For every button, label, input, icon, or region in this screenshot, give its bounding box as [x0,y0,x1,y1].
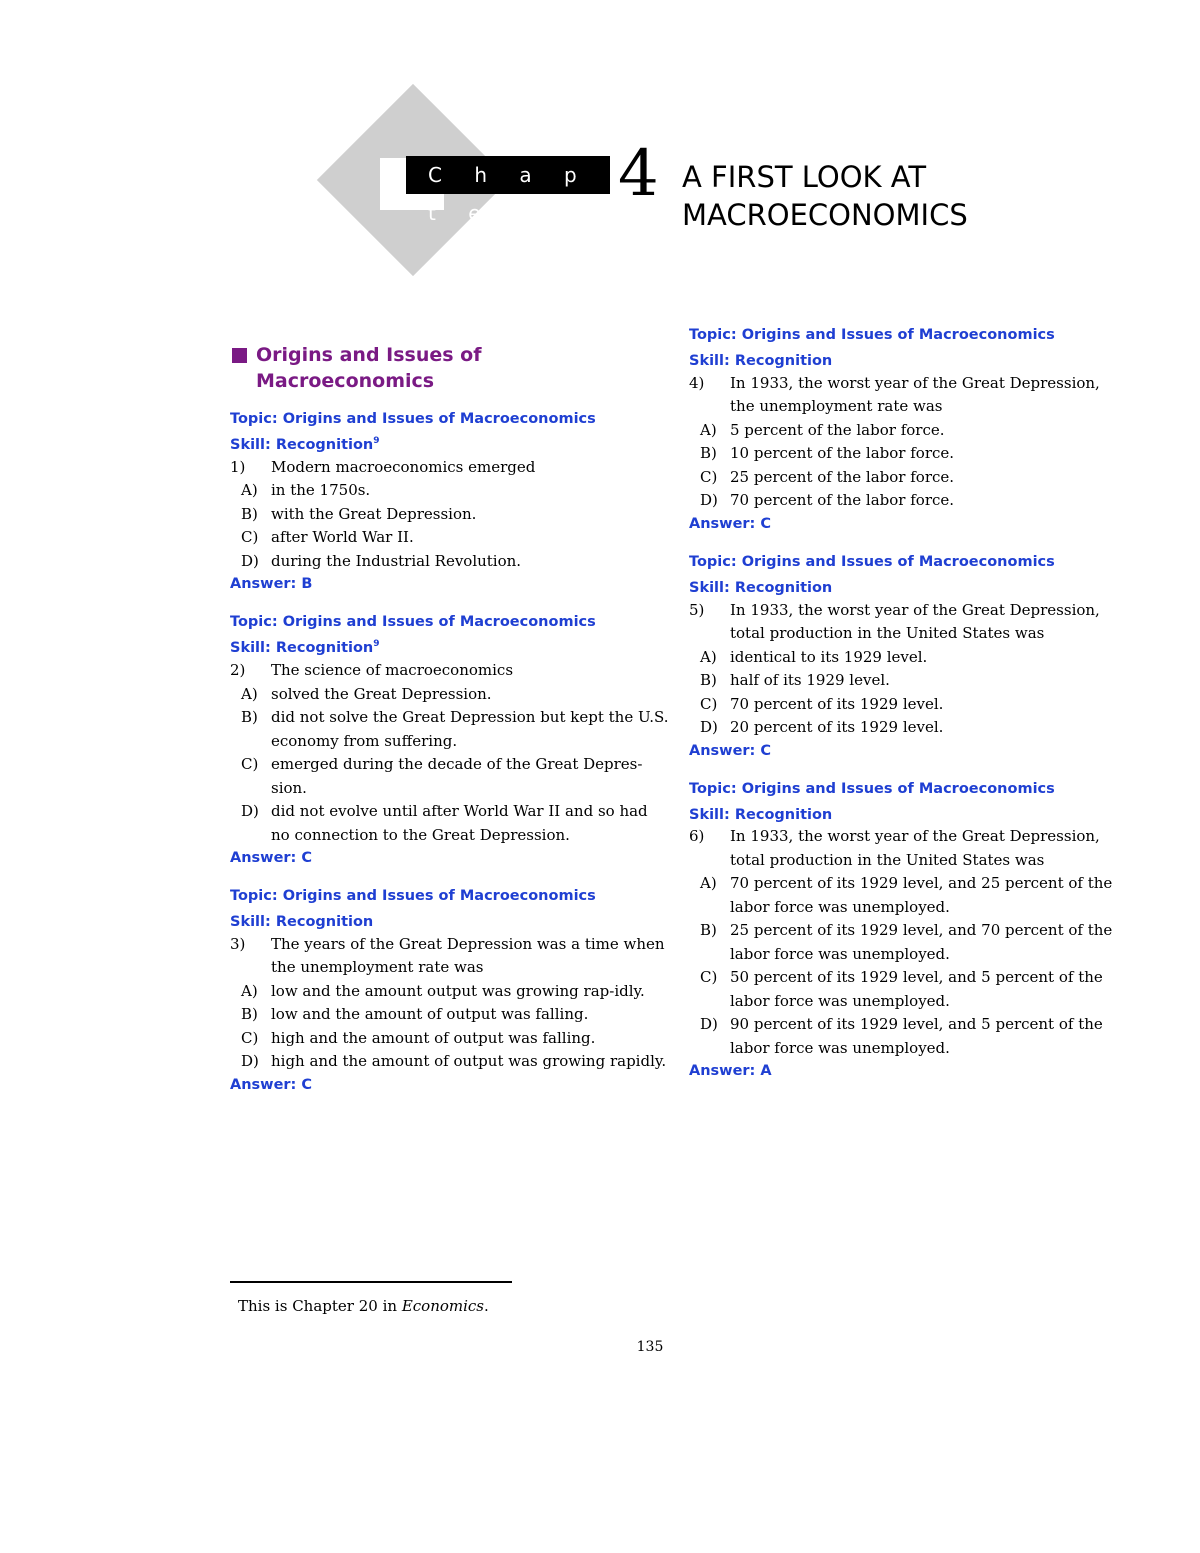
option-text: 70 percent of the labor force. [730,491,955,510]
option-label: C) [700,694,718,713]
left-column [230,342,670,1112]
chapter-title-line1: A FIRST LOOK AT [682,160,927,194]
option-text: identical to its 1929 level. [730,647,928,666]
option-text: solved the Great Depression. [271,684,492,703]
option-label: D) [241,1052,259,1071]
answer-option [230,479,670,503]
question-number: 3) [230,934,246,953]
question-number: 6) [689,827,705,846]
answer-option [230,753,670,800]
answer-option [689,466,1129,490]
question-skill-line [230,430,670,456]
option-text: after World War II. [271,528,414,547]
answer-option [689,442,1129,466]
chapter-title [682,158,968,234]
chapter-number: 4 [618,137,659,211]
option-label: D) [241,551,259,570]
answer-option [230,1050,670,1074]
option-label: D) [700,491,718,510]
option-label: A) [700,420,717,439]
option-text: did not solve the Great Depression but kept the U.S. economy from suffering. [271,708,669,750]
page-number: 135 [636,1339,664,1355]
question-skill: Skill: Recognition [689,352,833,369]
option-label: D) [700,718,718,737]
answer-option [689,1013,1129,1060]
option-label: D) [241,802,259,821]
answer-option [230,800,670,847]
question-number: 5) [689,600,705,619]
answer-key: Answer: C [230,1076,313,1093]
option-text: in the 1750s. [271,481,371,500]
question-skill: Skill: Recognition [689,806,833,823]
question-5 [689,551,1129,762]
question-4 [689,324,1129,535]
option-label: C) [700,467,718,486]
option-text: 70 percent of its 1929 level. [730,694,944,713]
option-label: A) [241,481,258,500]
answer-option [230,550,670,574]
question-skill: Skill: Recognition [230,913,374,930]
question-skill-line [689,573,1129,599]
answer-key: Answer: C [689,742,772,759]
question-skill: Skill: Recognition [230,640,374,657]
question-6 [689,778,1129,1083]
question-2 [230,611,670,869]
answer-option [689,419,1129,443]
footnote-prefix: This is Chapter 20 in [238,1297,402,1315]
question-3 [230,885,670,1096]
question-skill: Skill: Recognition [689,579,833,596]
question-topic: Topic: Origins and Issues of Macroeconomics [230,411,596,427]
question-stem-text: In 1933, the worst year of the Great Depression, the unemployment rate was [730,373,1100,416]
question-stem-text: The years of the Great Depression was a time when the unemployment rate was [271,934,665,977]
footnote-book-title: Economics [401,1297,485,1315]
answer-option [689,489,1129,513]
section-heading [230,342,670,394]
question-number: 2) [230,661,246,680]
question-number: 1) [230,457,246,476]
option-text: half of its 1929 level. [730,671,890,690]
answer-option [230,706,670,753]
option-label: A) [700,874,717,893]
right-column [689,324,1129,1098]
answer-key: Answer: B [230,576,313,593]
chapter-label: C h a p t e r [406,156,610,194]
question-number: 4) [689,373,705,392]
option-text: 5 percent of the labor force. [730,420,945,439]
option-label: C) [241,755,259,774]
option-text: high and the amount of output was falling. [271,1028,596,1047]
option-label: B) [241,504,258,523]
option-text: 50 percent of its 1929 level, and 5 percent of the labor force was unemployed. [730,968,1103,1010]
section-heading-line2: Macroeconomics [256,370,435,392]
question-topic: Topic: Origins and Issues of Macroeconomics [230,614,596,631]
answer-option [230,980,670,1004]
option-label: A) [241,981,258,1000]
footnote-suffix: . [484,1297,489,1315]
question-topic: Topic: Origins and Issues of Macroeconomics [689,327,1055,343]
answer-option [689,966,1129,1013]
option-text: low and the amount output was growing rap-idly. [271,981,645,1000]
answer-option [230,683,670,707]
section-heading-line1: Origins and Issues of [256,344,482,366]
answer-option [689,646,1129,670]
section-bullet-icon [232,348,247,363]
question-stem-text: The science of macroeconomics [271,661,514,680]
option-text: emerged during the decade of the Great Depres-sion. [271,755,643,797]
option-text: 20 percent of its 1929 level. [730,718,944,737]
option-text: high and the amount of output was growing rapidly. [271,1052,667,1071]
option-label: B) [241,708,258,727]
question-skill-mark: 9 [373,436,380,446]
option-label: B) [700,671,717,690]
chapter-title-line2: MACROECONOMICS [682,198,968,232]
question-skill-line [689,346,1129,372]
question-topic: Topic: Origins and Issues of Macroeconomics [230,888,596,905]
option-text: low and the amount of output was falling. [271,1005,589,1024]
option-label: C) [700,968,718,987]
question-stem [689,599,1129,646]
answer-option [230,503,670,527]
option-text: did not evolve until after World War II and so had no connection to the Great Depression. [271,802,648,844]
question-1 [230,408,670,595]
answer-option [689,872,1129,919]
option-label: A) [241,684,258,703]
answer-option [689,919,1129,966]
question-topic: Topic: Origins and Issues of Macroeconomics [689,780,1055,797]
option-label: C) [241,528,259,547]
question-skill: Skill: Recognition [230,436,374,453]
question-stem [230,456,670,480]
question-stem [689,825,1129,872]
answer-option [230,526,670,550]
question-stem [230,659,670,683]
question-skill-line [230,633,670,659]
footnote-rule [230,1281,512,1283]
question-stem [689,372,1129,419]
footnote [238,1295,489,1317]
option-text: 70 percent of its 1929 level, and 25 percent of the labor force was unemployed. [730,874,1113,916]
option-label: C) [241,1028,259,1047]
question-stem [230,933,670,980]
answer-option [689,693,1129,717]
option-text: during the Industrial Revolution. [271,551,522,570]
question-skill-line [230,907,670,933]
option-text: 90 percent of its 1929 level, and 5 percent of the labor force was unemployed. [730,1015,1103,1057]
question-stem-text: Modern macroeconomics emerged [271,457,536,476]
question-skill-mark: 9 [373,639,380,650]
option-text: 25 percent of its 1929 level, and 70 percent of the labor force was unemployed. [730,921,1113,963]
answer-option [689,716,1129,740]
question-topic: Topic: Origins and Issues of Macroeconomics [689,553,1055,570]
option-text: 10 percent of the labor force. [730,444,955,463]
option-label: B) [700,921,717,940]
question-skill-line [689,800,1129,826]
option-label: B) [241,1005,258,1024]
answer-option [230,1027,670,1051]
answer-option [689,669,1129,693]
answer-key: Answer: C [689,515,772,532]
answer-option [230,1003,670,1027]
question-stem-text: In 1933, the worst year of the Great Depression, total production in the United States was [730,600,1100,643]
option-label: A) [700,647,717,666]
option-label: D) [700,1015,718,1034]
option-text: 25 percent of the labor force. [730,467,955,486]
answer-key: Answer: C [230,850,313,867]
option-text: with the Great Depression. [271,504,477,523]
answer-key: Answer: A [689,1063,772,1080]
option-label: B) [700,444,717,463]
question-stem-text: In 1933, the worst year of the Great Depression, total production in the United States was [730,827,1100,869]
